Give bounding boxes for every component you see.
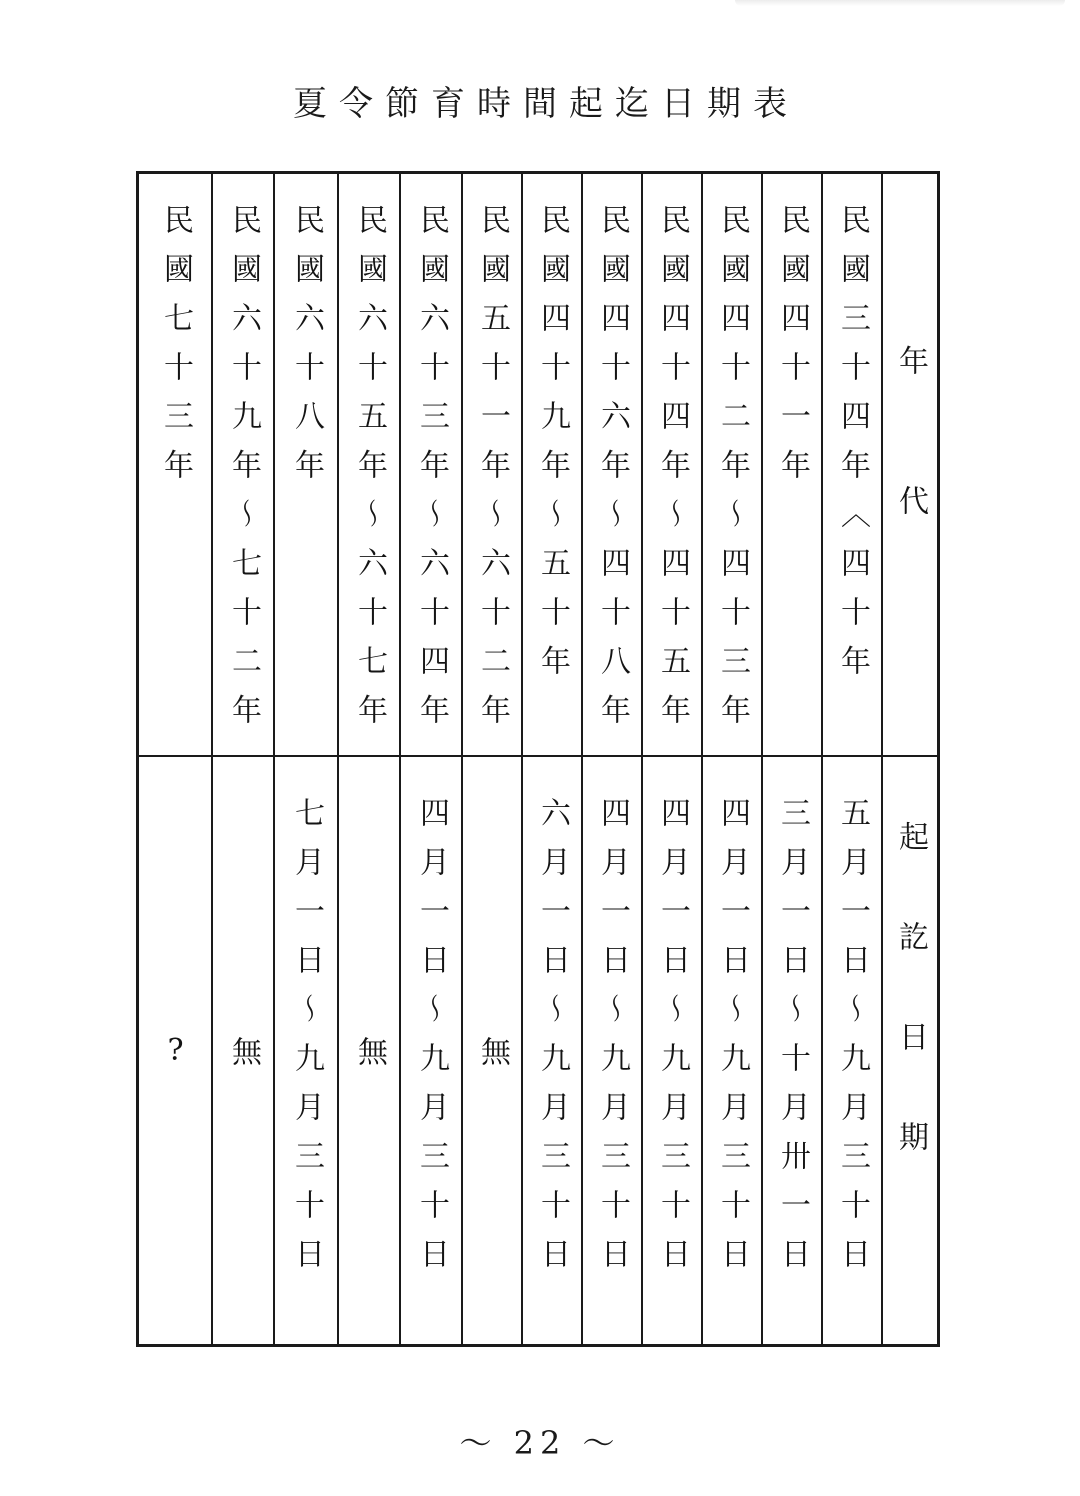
table-row <box>521 174 581 1344</box>
year-text: 民國四十四年〜四十五年 <box>655 204 690 743</box>
date-text: 四月一日〜九月三十日 <box>715 797 750 1287</box>
year-cell <box>339 174 399 757</box>
year-text: 民國三十四年〈四十年 <box>835 204 870 694</box>
table-row <box>581 174 641 1344</box>
date-cell <box>823 757 881 1344</box>
date-text: 無 <box>475 1035 510 1066</box>
date-cell <box>583 757 641 1344</box>
date-cell <box>275 757 337 1344</box>
year-text: 民國六十八年 <box>289 204 324 498</box>
date-text: 四月一日〜九月三十日 <box>595 797 630 1287</box>
date-text: ? <box>158 1033 193 1068</box>
header-year-label: 年代 <box>893 344 928 625</box>
table-row <box>761 174 821 1344</box>
date-cell <box>763 757 821 1344</box>
year-cell <box>139 174 211 757</box>
date-text: 六月一日〜九月三十日 <box>535 797 570 1287</box>
date-cell <box>463 757 521 1344</box>
year-cell <box>275 174 337 757</box>
header-date-label: 起訖日期 <box>893 820 928 1221</box>
date-cell <box>703 757 761 1344</box>
table-row <box>139 174 211 1344</box>
year-text: 民國四十九年〜五十年 <box>535 204 570 694</box>
header-column <box>881 174 937 1344</box>
date-text: 三月一日〜十月卅一日 <box>775 797 810 1287</box>
year-text: 民國七十三年 <box>158 204 193 498</box>
year-text: 民國四十二年〜四十三年 <box>715 204 750 743</box>
date-cell <box>339 757 399 1344</box>
date-cell <box>401 757 461 1344</box>
year-cell <box>401 174 461 757</box>
date-text: 五月一日〜九月三十日 <box>835 797 870 1287</box>
year-text: 民國六十五年〜六十七年 <box>352 204 387 743</box>
date-cell <box>213 757 273 1344</box>
year-text: 民國四十六年〜四十八年 <box>595 204 630 743</box>
header-date-cell <box>883 757 937 1344</box>
year-cell <box>213 174 273 757</box>
table-row <box>211 174 273 1344</box>
table-row <box>641 174 701 1344</box>
date-cell <box>523 757 581 1344</box>
table-row <box>461 174 521 1344</box>
year-cell <box>703 174 761 757</box>
table-row <box>273 174 337 1344</box>
date-cell <box>139 757 211 1344</box>
year-text: 民國六十九年〜七十二年 <box>226 204 261 743</box>
page-number: 〜 22 〜 <box>459 1424 621 1462</box>
year-text: 民國五十一年〜六十二年 <box>475 204 510 743</box>
table-row <box>821 174 881 1344</box>
date-text: 四月一日〜九月三十日 <box>655 797 690 1287</box>
year-text: 民國六十三年〜六十四年 <box>414 204 449 743</box>
year-text: 民國四十一年 <box>775 204 810 498</box>
year-cell <box>643 174 701 757</box>
scan-artifact <box>735 0 1065 6</box>
table-row <box>399 174 461 1344</box>
year-cell <box>823 174 881 757</box>
header-year-cell <box>883 174 937 757</box>
table-row <box>701 174 761 1344</box>
date-cell <box>643 757 701 1344</box>
data-table <box>136 171 940 1347</box>
date-text: 四月一日〜九月三十日 <box>414 797 449 1287</box>
page-title: 夏令節育時間起迄日期表 <box>293 84 799 124</box>
year-cell <box>463 174 521 757</box>
table-row <box>337 174 399 1344</box>
year-cell <box>523 174 581 757</box>
date-text: 七月一日〜九月三十日 <box>289 797 324 1287</box>
date-text: 無 <box>226 1035 261 1066</box>
date-text: 無 <box>352 1035 387 1066</box>
year-cell <box>583 174 641 757</box>
year-cell <box>763 174 821 757</box>
